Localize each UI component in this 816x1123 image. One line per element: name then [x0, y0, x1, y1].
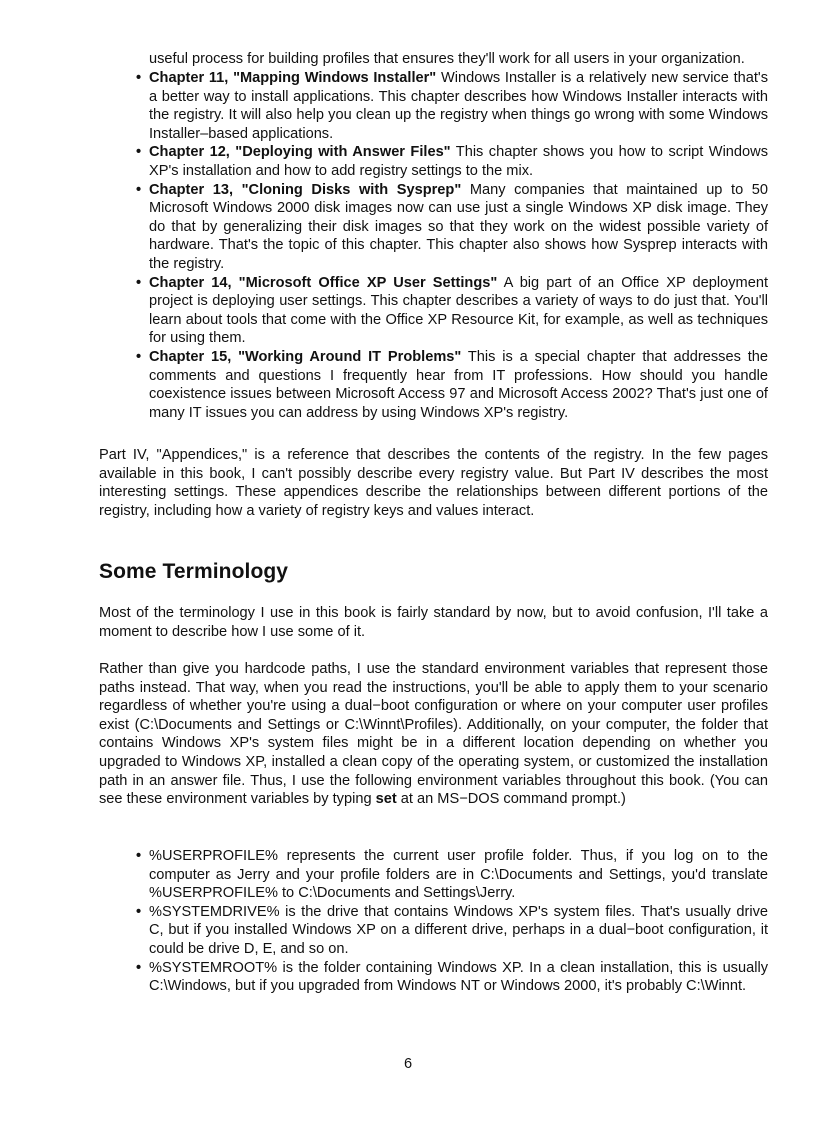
chapter-item-12	[136, 143, 768, 180]
bullet-icon: •	[136, 959, 142, 976]
chapter-item-11	[136, 69, 768, 143]
section-heading: Some Terminology	[99, 560, 289, 583]
bullet-icon: •	[136, 70, 142, 86]
env-item-text: %SYSTEMDRIVE% is the drive that contains Windows XP's system files. That's usually drive C, but if you installed Windows XP on a different drive, perhaps in a dual−boot configuration, it could be drive D, E, and so on.	[149, 903, 768, 957]
set-command: set	[375, 791, 397, 808]
bullet-icon: •	[136, 181, 142, 198]
intro-continuation: useful process for building profiles that ensures they'll work for all users in your organization.	[149, 51, 745, 67]
paths-paragraph-text: Rather than give you hardcode paths, I use the standard environment variables that represent those paths instead. That way, when you read the instructions, you'll be able to apply them to your scenario regardless of whether you're using a dual−boot configuration or where on your computer user profiles exist (C:\Documents and Settings or C:\Winnt\Profiles). Additionally, on your computer, the folder that contains Windows XP's system files might be in a different location depending on whether you upgraded to Windows XP, installed a clean copy of the operating system, or customized the installation path in an answer file. Thus, I use the following environment variables throughout this book. (You can see these environment variables by typing	[99, 661, 768, 808]
chapter-description: Windows Installer is a relatively new service that's a better way to install applications. This chapter describes how Windows Installer interacts with the registry. It will also help you clean up the registry when things go wrong with some Windows Installer–based applications.	[149, 70, 768, 142]
chapter-title: Chapter 13, "Cloning Disks with Sysprep"	[149, 181, 462, 198]
bullet-icon: •	[136, 848, 142, 864]
chapter-item-15	[136, 348, 768, 422]
env-item-systemroot	[136, 959, 768, 996]
chapter-item-14	[136, 274, 768, 348]
chapter-description: This is a special chapter that addresses the comments and questions I frequently hear from IT professions. How should you handle coexistence issues between Microsoft Access 97 and Microsoft Access 2002? That's just one of many IT issues you can address by using Windows XP's registry.	[149, 348, 768, 421]
chapter-description: Many companies that maintained up to 50 Microsoft Windows 2000 disk images now can use just a single Windows XP disk image. They do that by generalizing their disk images so that they work on the widest possible variety of hardware. That's the topic of this chapter. This chapter also shows how Sysprep interacts with the registry.	[149, 181, 769, 272]
bullet-icon: •	[136, 274, 142, 291]
bullet-icon: •	[136, 903, 142, 920]
paths-paragraph-end: at an MS−DOS command prompt.)	[396, 791, 626, 808]
chapter-description: A big part of an Office XP deployment project is deploying user settings. This chapter describes a variety of ways to do just that. You'll learn about tools that come with the Office XP Resource Kit, for example, as well as techniques for using them.	[149, 274, 769, 347]
chapter-title: Chapter 15, "Working Around IT Problems"	[149, 348, 462, 365]
env-item-systemdrive	[136, 903, 768, 959]
env-item-text: %USERPROFILE% represents the current user profile folder. Thus, if you log on to the computer as Jerry and your profile folders are in C:\Documents and Settings, you'd translate %USERPROFILE% to C:\Documents and Settings\Jerry.	[149, 848, 768, 902]
terminology-intro-paragraph: Most of the terminology I use in this book is fairly standard by now, but to avoid confusion, I'll take a moment to describe how I use some of it.	[99, 605, 768, 640]
chapter-description: This chapter shows you how to script Windows XP's installation and how to add registry settings to the mix.	[149, 144, 768, 179]
env-variable-list	[136, 847, 768, 996]
page-number: 6	[403, 1056, 413, 1072]
bullet-icon: •	[136, 348, 142, 365]
part-iv-paragraph: Part IV, "Appendices," is a reference that describes the contents of the registry. In the few pages available in this book, I can't possibly describe every registry value. But Part IV describes the most interesting settings. These appendices describe the relationships between different portions of the registry, including how a variety of registry keys and values interact.	[99, 447, 768, 519]
env-item-userprofile	[136, 847, 768, 903]
chapter-title: Chapter 11, "Mapping Windows Installer"	[149, 70, 437, 86]
chapter-item-13	[136, 181, 768, 274]
bullet-icon: •	[136, 144, 142, 161]
paths-paragraph	[99, 660, 768, 809]
chapter-list	[136, 69, 768, 422]
env-item-text: %SYSTEMROOT% is the folder containing Windows XP. In a clean installation, this is usually C:\Windows, but if you upgraded from Windows NT or Windows 2000, it's probably C:\Winnt.	[149, 959, 768, 995]
chapter-title: Chapter 14, "Microsoft Office XP User Settings"	[149, 274, 498, 291]
chapter-title: Chapter 12, "Deploying with Answer Files"	[149, 144, 451, 161]
